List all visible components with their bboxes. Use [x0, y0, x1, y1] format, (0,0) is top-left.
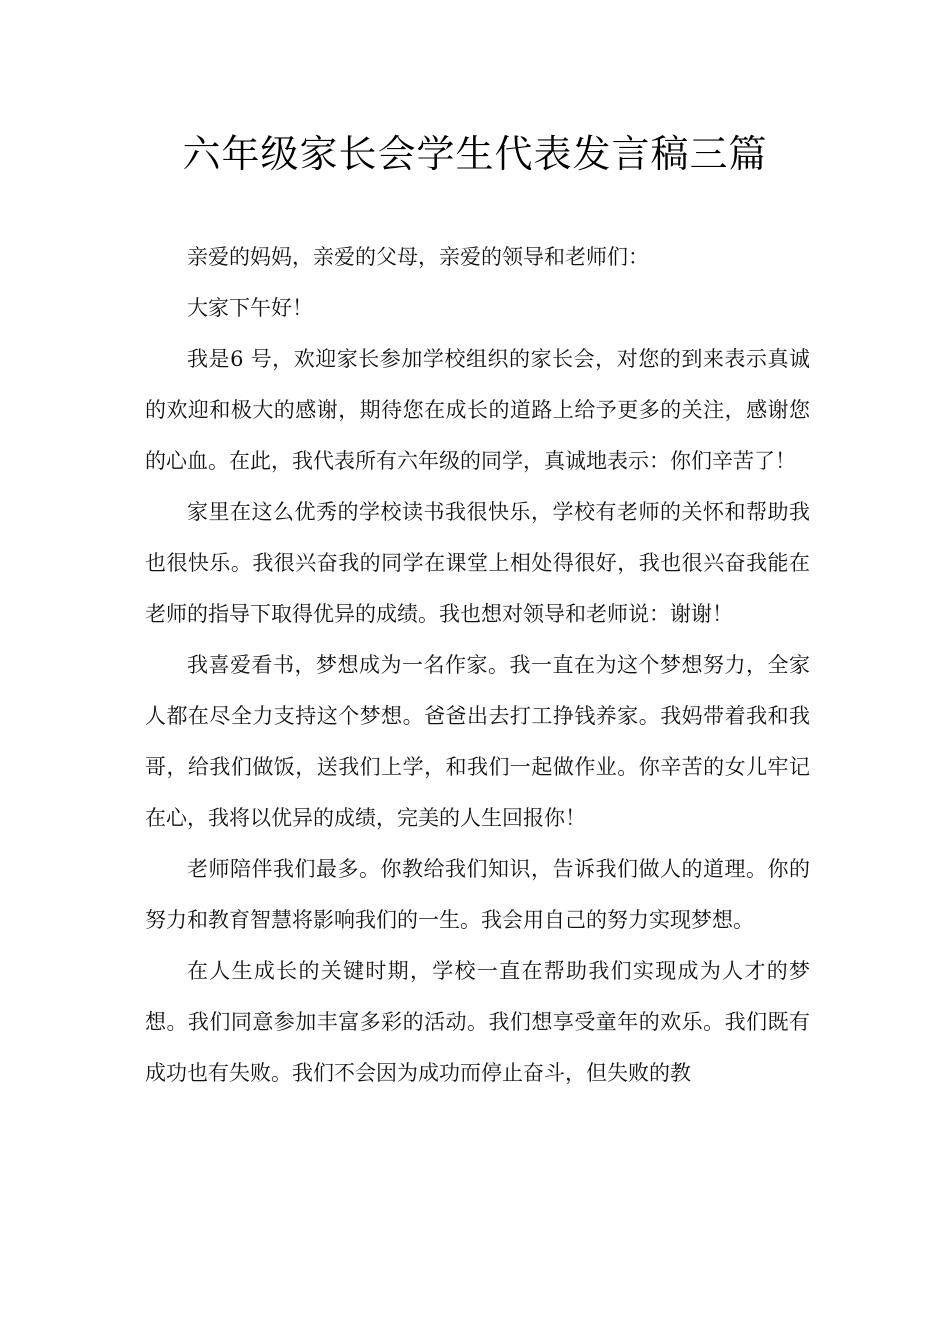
paragraph-welcome: 我是6 号，欢迎家长参加学校组织的家长会，对您的到来表示真诚的欢迎和极大的感谢，期待您在成长的道路上给予更多的关注，感谢您的心血。在此，我代表所有六年级的同学，真诚地表示：你们辛苦了！ [145, 347, 810, 473]
paragraph-school: 家里在这么优秀的学校读书我很快乐，学校有老师的关怀和帮助我也很快乐。我很兴奋我的同学在课堂上相处得很好，我也很兴奋我能在老师的指导下取得优异的成绩。我也想对领导和老师说：谢谢！ [145, 500, 810, 626]
paragraph-growth: 在人生成长的关键时期，学校一直在帮助我们实现成为人才的梦想。我们同意参加丰富多彩的活动。我们想享受童年的欢乐。我们既有成功也有失败。我们不会因为成功而停止奋斗，但失败的教 [145, 959, 810, 1085]
paragraph-dream: 我喜爱看书，梦想成为一名作家。我一直在为这个梦想努力，全家人都在尽全力支持这个梦想。爸爸出去打工挣钱养家。我妈带着我和我哥，给我们做饭，送我们上学，和我们一起做作业。你辛苦的女儿牢记在心，我将以优异的成绩，完美的人生回报你！ [145, 653, 810, 830]
paragraph-greeting: 亲爱的妈妈，亲爱的父母，亲爱的领导和老师们： [187, 245, 649, 269]
document-title: 六年级家长会学生代表发言稿三篇 [182, 132, 768, 176]
paragraph-teachers: 老师陪伴我们最多。你教给我们知识，告诉我们做人的道理。你的努力和教育智慧将影响我们的一生。我会用自己的努力实现梦想。 [145, 857, 810, 932]
document-body [145, 232, 810, 1099]
paragraph-salutation: 大家下午好！ [187, 296, 313, 320]
